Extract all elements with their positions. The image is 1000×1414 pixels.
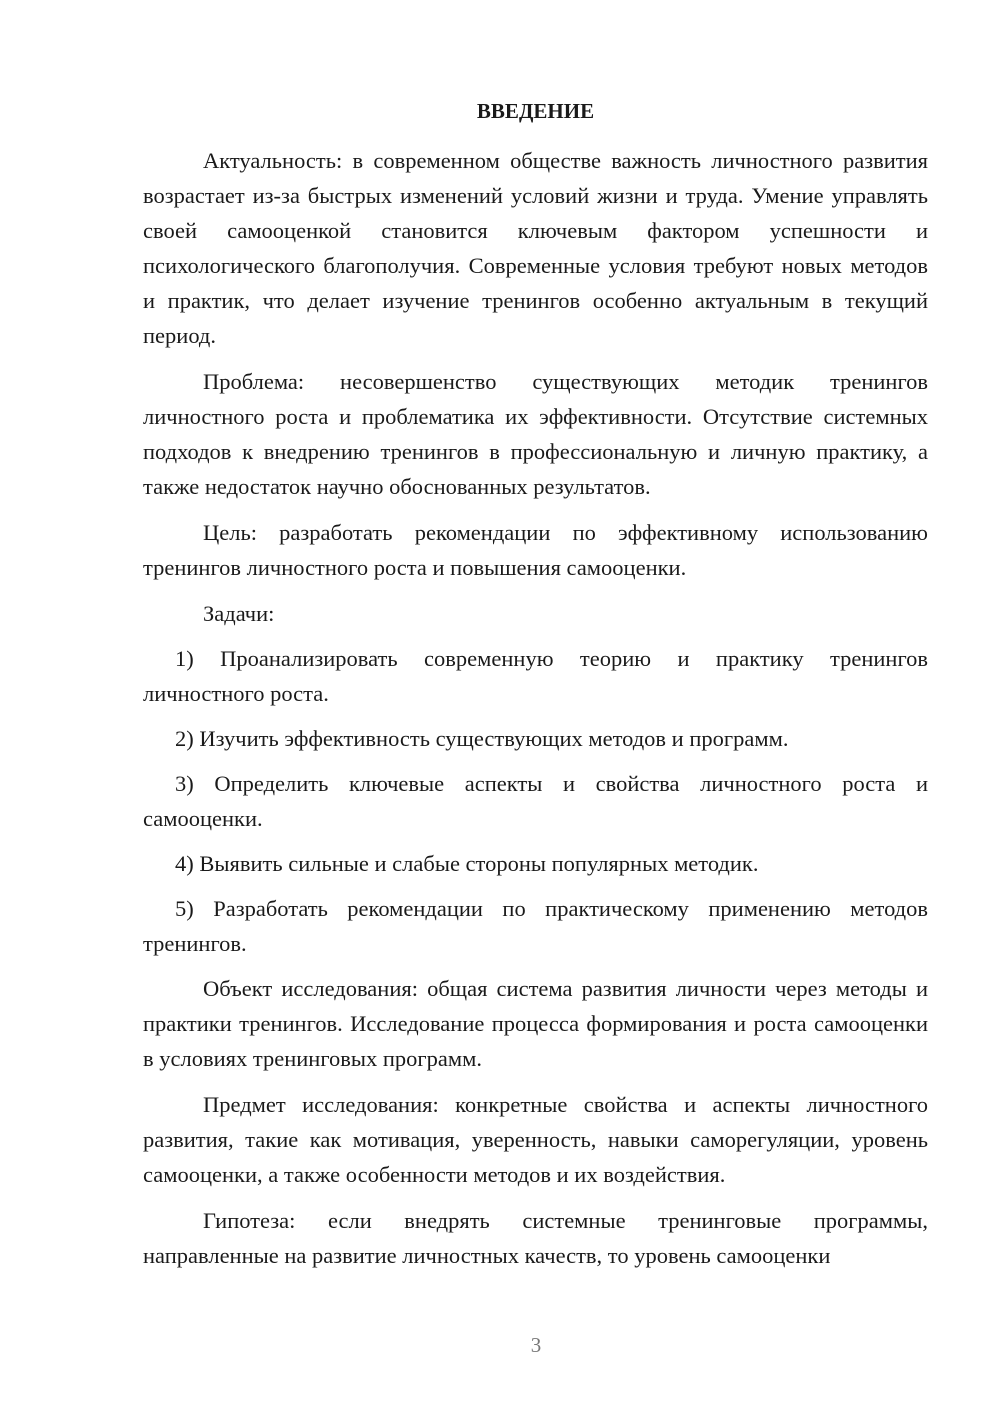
tasks-label: Задачи:	[203, 601, 275, 626]
task-item: 1) Проанализировать современную теорию и практику тренингов личностного роста.	[143, 646, 928, 706]
object-paragraph: Объект исследования: общая система развития личности через методы и практики тренингов. Исследование процесса формирования и роста самооценки в условиях тренинговых программ.	[143, 976, 928, 1071]
page-content	[143, 94, 928, 1284]
task-item: 3) Определить ключевые аспекты и свойства личностного роста и самооценки.	[143, 771, 928, 831]
problem-paragraph: Проблема: несовершенство существующих методик тренингов личностного роста и проблематика их эффективности. Отсутствие системных подходов к внедрению тренингов в профессиональную и личную практику, а также недостаток научно обоснованных результатов.	[143, 369, 928, 499]
tasks-list	[143, 641, 928, 961]
page-number: 3	[530, 1333, 542, 1357]
relevance-paragraph: Актуальность: в современном обществе важность личностного развития возрастает из-за быстрых изменений условий жизни и труда. Умение управлять своей самооценкой становится ключевым фактором успешности и психологического благополучия. Современные условия требуют новых методов и практик, что делает изучение тренингов особенно актуальным в текущий период.	[143, 148, 928, 348]
subject-paragraph: Предмет исследования: конкретные свойства и аспекты личностного развития, такие как мотивация, уверенность, навыки саморегуляции, уровень самооценки, а также особенности методов и их воздействия.	[143, 1092, 928, 1187]
task-item: 4) Выявить сильные и слабые стороны популярных методик.	[175, 851, 759, 876]
goal-paragraph: Цель: разработать рекомендации по эффективному использованию тренингов личностного роста и повышения самооценки.	[143, 520, 928, 580]
task-item: 2) Изучить эффективность существующих методов и программ.	[175, 726, 789, 751]
section-heading: ВВЕДЕНИЕ	[476, 99, 595, 123]
task-item: 5) Разработать рекомендации по практическому применению методов тренингов.	[143, 896, 928, 956]
hypothesis-paragraph: Гипотеза: если внедрять системные тренинговые программы, направленные на развитие личностных качеств, то уровень самооценки	[143, 1208, 928, 1268]
